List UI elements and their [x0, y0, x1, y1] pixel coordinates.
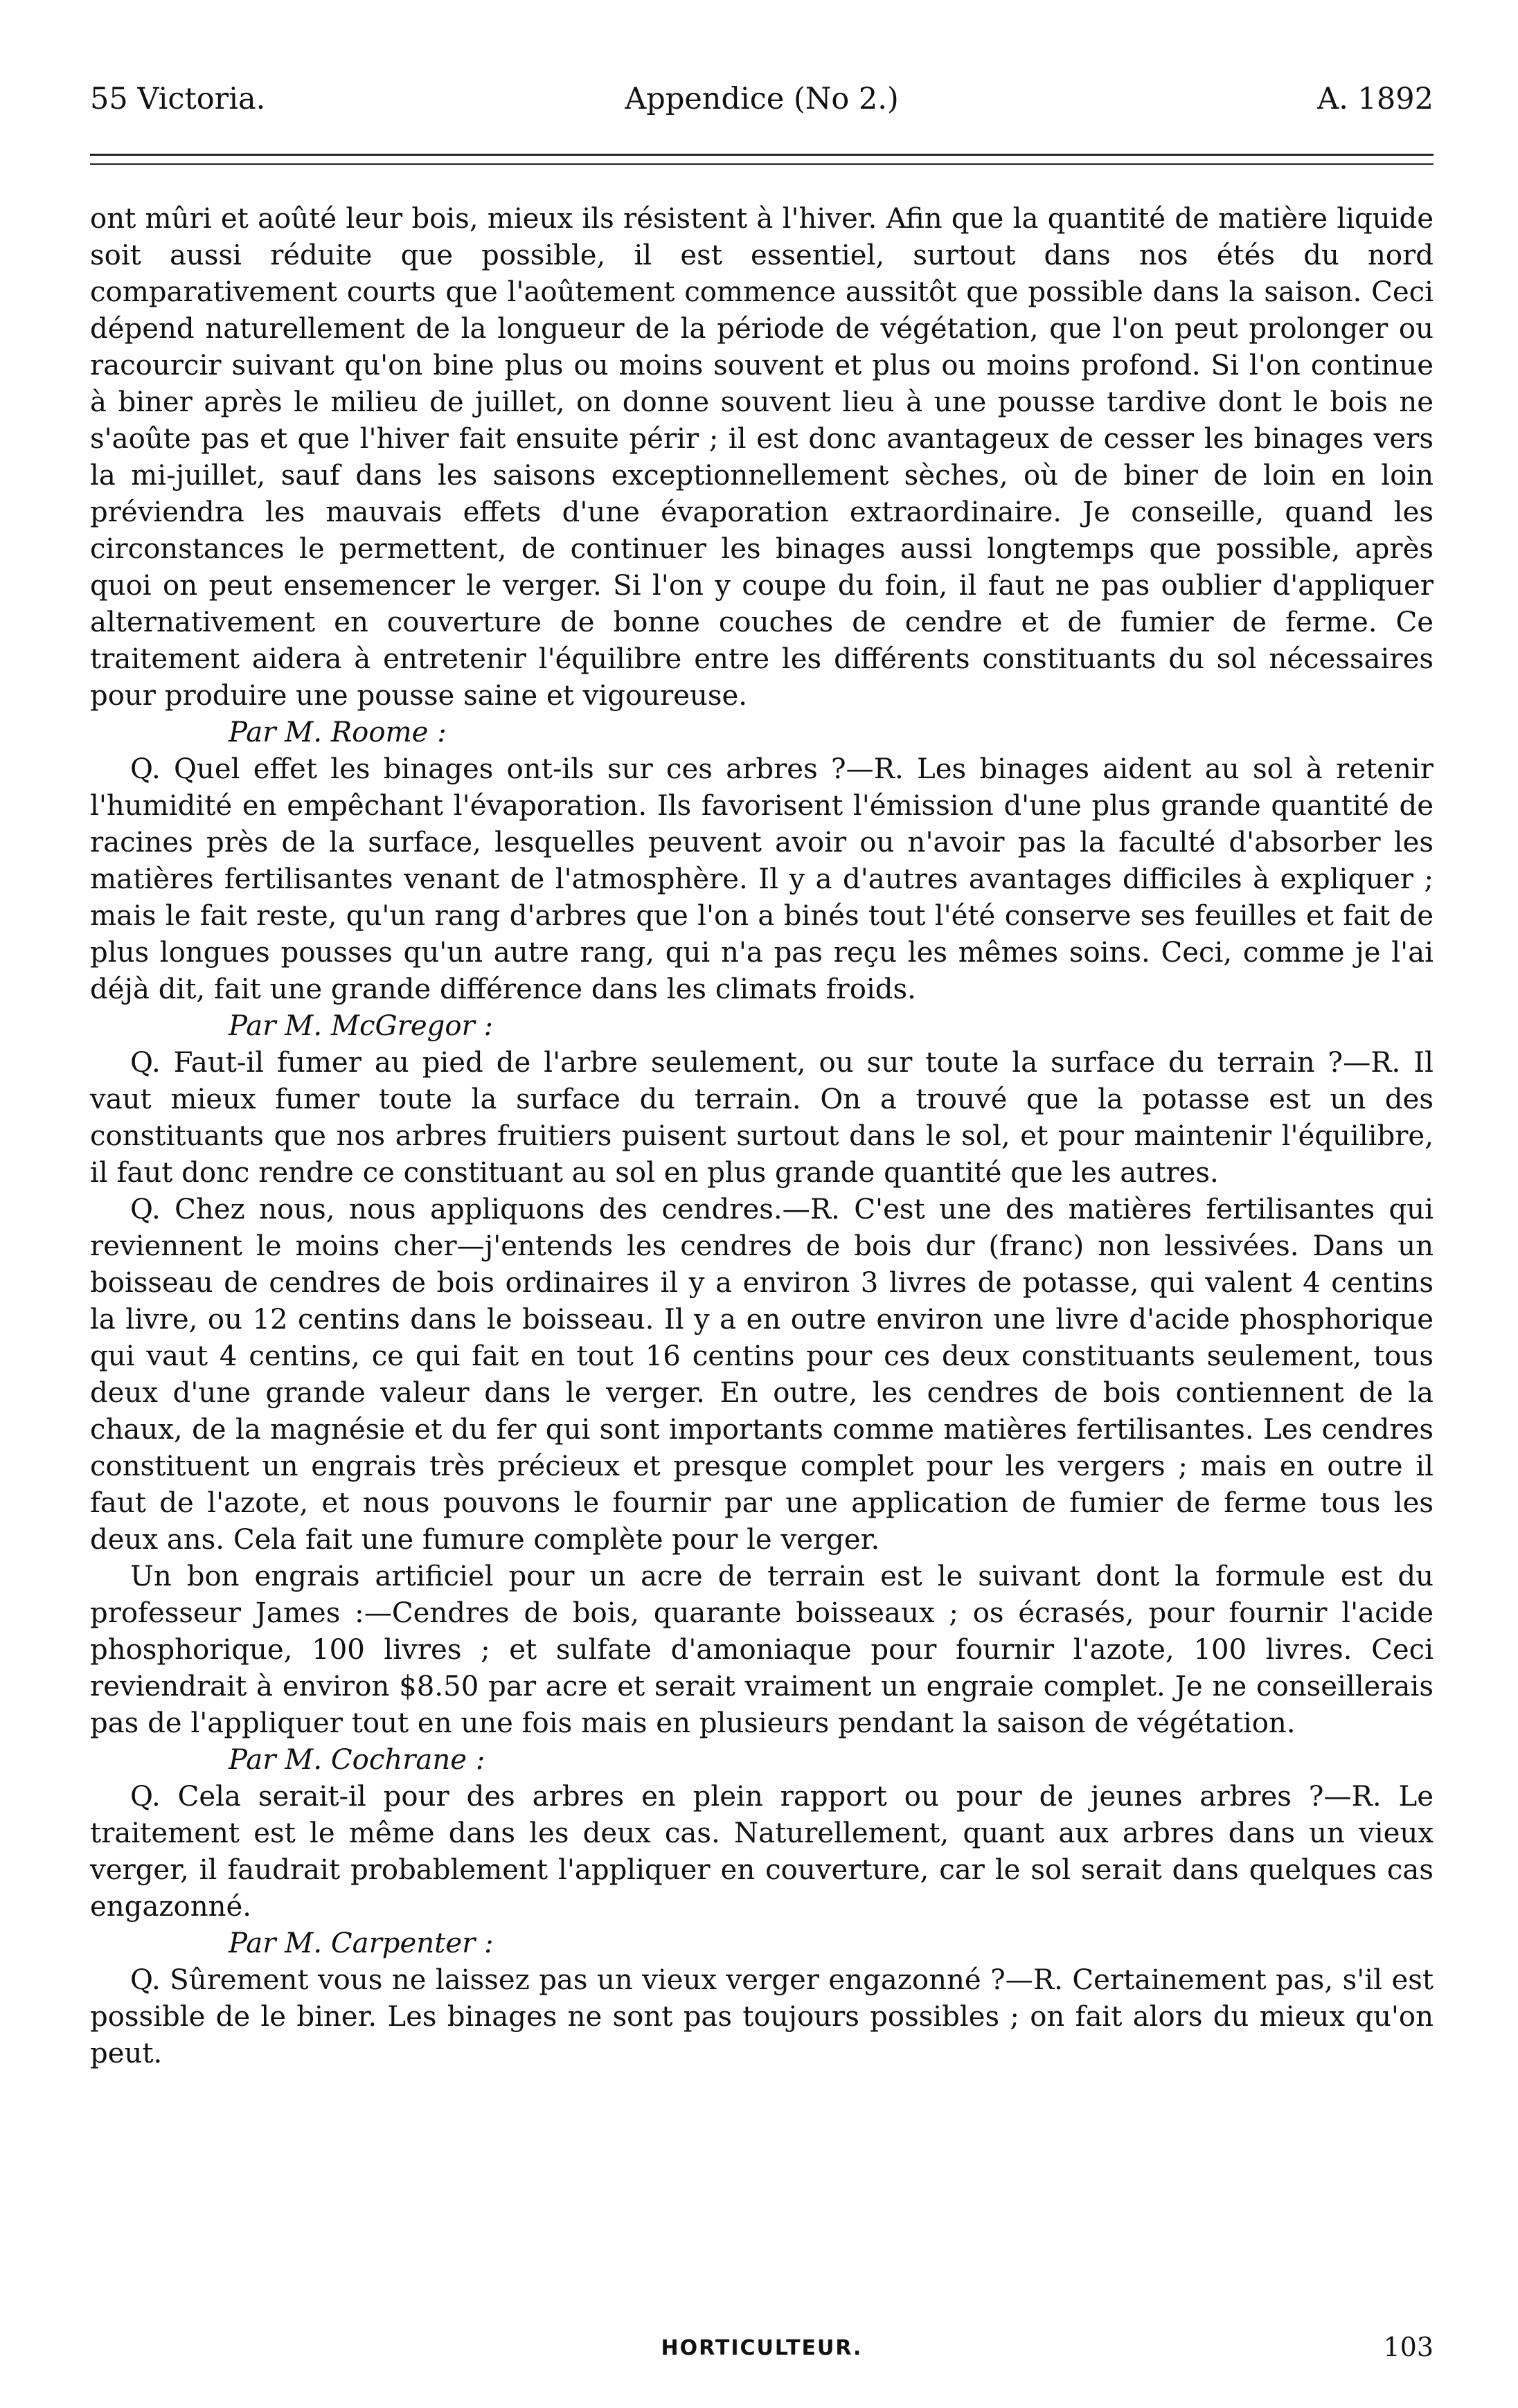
speaker-heading: Par M. Cochrane :	[229, 1744, 485, 1776]
header-year: A. 1892	[1317, 82, 1434, 116]
paragraph: Q. Sûrement vous ne laissez pas un vieux verger engazonné ?—R. Certainement pas, s'il est possible de le biner. Les binages ne sont pas toujours possibles ; on fait alors du mieux qu'on peut.	[90, 1964, 1434, 2069]
header-session: 55 Victoria.	[90, 82, 266, 116]
paragraph: Q. Cela serait-il pour des arbres en plein rapport ou pour de jeunes arbres ?—R. Le traitement est le même dans les deux cas. Naturellement, quant aux arbres dans un vieux verger, il faudrait probablement l'appliquer en couverture, car le sol serait dans quelques cas engazonné.	[90, 1781, 1434, 1923]
paragraph: ont mûri et aoûté leur bois, mieux ils résistent à l'hiver. Afin que la quantité de matière liquide soit aussi réduite que possible, il est essentiel, surtout dans nos étés du nord comparativement courts que l'aoûtement commence aussitôt que possible dans la saison. Ceci dépend naturellement de la longueur de la période de végétation, que l'on peut prolonger ou racourcir suivant qu'on bine plus ou moins souvent et plus ou moins profond. Si l'on continue à biner après le milieu de juillet, on donne souvent lieu à une pousse tardive dont le bois ne s'aoûte pas et que l'hiver fait ensuite périr ; il est donc avantageux de cesser les binages vers la mi-juillet, sauf dans les saisons exceptionnellement sèches, où de biner de loin en loin préviendra les mauvais effets d'une évaporation extraordinaire. Je conseille, quand les circonstances le permettent, de continuer les binages aussi longtemps que possible, après quoi on peut ensemencer le verger. Si l'on y coupe du foin, il faut ne pas oublier d'appliquer alternativement en couverture de bonne couches de cendre et de fumier de ferme. Ce traitement aidera à entretenir l'équilibre entre les différents constituants du sol nécessaires pour produire une pousse saine et vigoureuse.	[90, 203, 1434, 712]
footer-section-title: HORTICULTEUR.	[661, 2336, 863, 2360]
document-body	[90, 201, 1434, 2072]
speaker-heading: Par M. McGregor :	[229, 1010, 494, 1042]
page-number: 103	[1383, 2332, 1434, 2362]
running-footer	[90, 2332, 1434, 2373]
paragraph: Q. Quel effet les binages ont-ils sur ces arbres ?—R. Les binages aident au sol à retenir l'humidité en empêchant l'évaporation. Ils favorisent l'émission d'une plus grande quantité de racines près de la surface, lesquelles peuvent avoir ou n'avoir pas la faculté d'absorber les matières fertilisantes venant de l'atmosphère. Il y a d'autres avantages difficiles à expliquer ; mais le fait reste, qu'un rang d'arbres que l'on a binés tout l'été conserve ses feuilles et fait de plus longues pousses qu'un autre rang, qui n'a pas reçu les mêmes soins. Ceci, comme je l'ai déjà dit, fait une grande différence dans les climats froids.	[90, 753, 1434, 1005]
paragraph: Q. Faut-il fumer au pied de l'arbre seulement, ou sur toute la surface du terrain ?—R. Il vaut mieux fumer toute la surface du terrain. On a trouvé que la potasse est un des constituants que nos arbres fruitiers puisent surtout dans le sol, et pour maintenir l'équilibre, il faut donc rendre ce constituant au sol en plus grande quantité que les autres.	[90, 1047, 1434, 1189]
header-rule-top	[90, 154, 1434, 156]
header-title: Appendice (No 2.)	[625, 82, 899, 116]
speaker-heading: Par M. Roome :	[229, 717, 447, 748]
paragraph: Q. Chez nous, nous appliquons des cendres.—R. C'est une des matières fertilisantes qui reviennent le moins cher—j'entends les cendres de bois dur (franc) non lessivées. Dans un boisseau de cendres de bois ordinaires il y a environ 3 livres de potasse, qui valent 4 centins la livre, ou 12 centins dans le boisseau. Il y a en outre environ une livre d'acide phosphorique qui vaut 4 centins, ce qui fait en tout 16 centins pour ces deux constituants seulement, tous deux d'une grande valeur dans le verger. En outre, les cendres de bois contiennent de la chaux, de la magnésie et du fer qui sont importants comme matières fertilisantes. Les cendres constituent un engrais très précieux et presque complet pour les vergers ; mais en outre il faut de l'azote, et nous pouvons le fournir par une application de fumier de ferme tous les deux ans. Cela fait une fumure complète pour le verger.	[90, 1194, 1434, 1556]
paragraph: Un bon engrais artificiel pour un acre de terrain est le suivant dont la formule est du professeur James :—Cendres de bois, quarante boisseaux ; os écrasés, pour fournir l'acide phosphorique, 100 livres ; et sulfate d'amoniaque pour fournir l'azote, 100 livres. Ceci reviendrait à environ $8.50 par acre et serait vraiment un engraie complet. Je ne conseillerais pas de l'appliquer tout en une fois mais en plusieurs pendant la saison de végétation.	[90, 1561, 1434, 1739]
running-header	[90, 82, 1434, 130]
header-rule-bottom	[90, 163, 1434, 165]
speaker-heading: Par M. Carpenter :	[229, 1928, 494, 1959]
